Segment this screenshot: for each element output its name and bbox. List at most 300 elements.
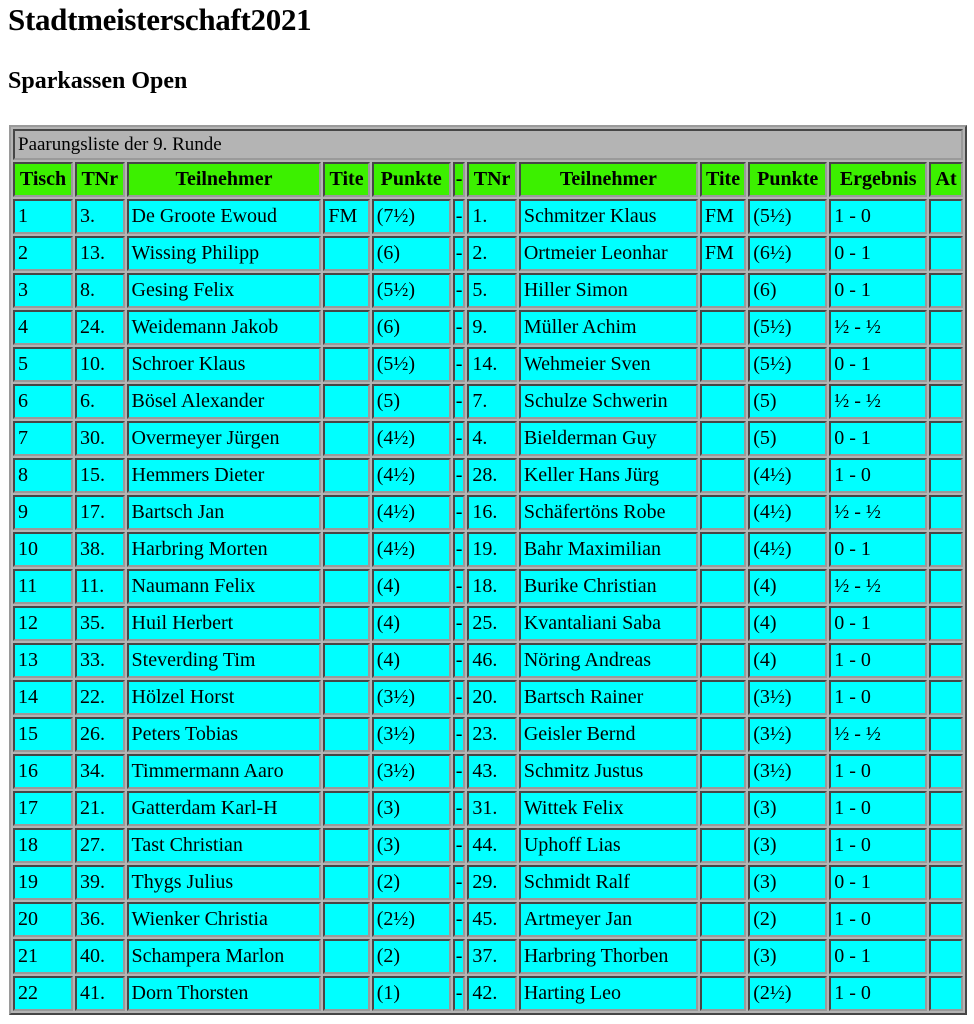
- points-black-cell: (4½): [748, 458, 827, 493]
- col-teilnehmer2-header: Teilnehmer: [519, 162, 698, 197]
- tnr-black-cell: 23.: [467, 717, 517, 752]
- result-cell: 0 - 1: [829, 865, 927, 900]
- tisch-cell: 22: [13, 976, 73, 1011]
- table-row: [13, 680, 963, 715]
- caption-row: [13, 129, 963, 160]
- points-white-cell: (4½): [372, 458, 451, 493]
- points-white-cell: (5½): [372, 347, 451, 382]
- player-white-cell: Hölzel Horst: [127, 680, 322, 715]
- player-white-cell: Overmeyer Jürgen: [127, 421, 322, 456]
- title-white-cell: [323, 569, 369, 604]
- tnr-cell: 26.: [75, 717, 125, 752]
- dash-cell: -: [453, 532, 466, 567]
- tisch-cell: 2: [13, 236, 73, 271]
- dash-cell: -: [453, 236, 466, 271]
- result-cell: ½ - ½: [829, 495, 927, 530]
- title-black-cell: [700, 939, 746, 974]
- at-cell: [929, 754, 963, 789]
- player-white-cell: Weidemann Jakob: [127, 310, 322, 345]
- table-row: [13, 495, 963, 530]
- at-cell: [929, 606, 963, 641]
- tnr-cell: 39.: [75, 865, 125, 900]
- result-cell: 0 - 1: [829, 939, 927, 974]
- points-black-cell: (3½): [748, 754, 827, 789]
- result-cell: 1 - 0: [829, 680, 927, 715]
- points-white-cell: (7½): [372, 199, 451, 234]
- dash-cell: -: [453, 828, 466, 863]
- player-white-cell: Hemmers Dieter: [127, 458, 322, 493]
- tisch-cell: 3: [13, 273, 73, 308]
- title-white-cell: [323, 236, 369, 271]
- tnr-cell: 17.: [75, 495, 125, 530]
- table-row: [13, 976, 963, 1011]
- title-white-cell: [323, 532, 369, 567]
- tisch-cell: 5: [13, 347, 73, 382]
- result-cell: 0 - 1: [829, 606, 927, 641]
- points-black-cell: (4): [748, 569, 827, 604]
- title-white-cell: [323, 902, 369, 937]
- player-black-cell: Geisler Bernd: [519, 717, 698, 752]
- player-black-cell: Bahr Maximilian: [519, 532, 698, 567]
- table-row: [13, 458, 963, 493]
- title-black-cell: [700, 569, 746, 604]
- points-white-cell: (1): [372, 976, 451, 1011]
- points-white-cell: (3½): [372, 754, 451, 789]
- title-black-cell: [700, 421, 746, 456]
- table-row: [13, 421, 963, 456]
- tnr-cell: 21.: [75, 791, 125, 826]
- tnr-black-cell: 28.: [467, 458, 517, 493]
- col-tisch-header: Tisch: [13, 162, 73, 197]
- col-dash-header: -: [453, 162, 466, 197]
- player-black-cell: Müller Achim: [519, 310, 698, 345]
- at-cell: [929, 199, 963, 234]
- at-cell: [929, 495, 963, 530]
- title-black-cell: [700, 458, 746, 493]
- result-cell: 1 - 0: [829, 902, 927, 937]
- player-black-cell: Schmitz Justus: [519, 754, 698, 789]
- title-black-cell: [700, 902, 746, 937]
- player-black-cell: Bielderman Guy: [519, 421, 698, 456]
- title-white-cell: [323, 606, 369, 641]
- player-white-cell: Peters Tobias: [127, 717, 322, 752]
- result-cell: 1 - 0: [829, 458, 927, 493]
- points-black-cell: (3): [748, 865, 827, 900]
- points-black-cell: (3½): [748, 717, 827, 752]
- points-black-cell: (3½): [748, 680, 827, 715]
- dash-cell: -: [453, 643, 466, 678]
- tnr-cell: 13.: [75, 236, 125, 271]
- title-black-cell: [700, 754, 746, 789]
- at-cell: [929, 310, 963, 345]
- player-white-cell: Thygs Julius: [127, 865, 322, 900]
- tnr-black-cell: 9.: [467, 310, 517, 345]
- tnr-cell: 36.: [75, 902, 125, 937]
- tnr-cell: 41.: [75, 976, 125, 1011]
- at-cell: [929, 421, 963, 456]
- tnr-black-cell: 16.: [467, 495, 517, 530]
- dash-cell: -: [453, 902, 466, 937]
- title-white-cell: [323, 310, 369, 345]
- tnr-black-cell: 4.: [467, 421, 517, 456]
- tnr-cell: 40.: [75, 939, 125, 974]
- tnr-black-cell: 46.: [467, 643, 517, 678]
- table-row: [13, 606, 963, 641]
- tnr-black-cell: 43.: [467, 754, 517, 789]
- player-black-cell: Uphoff Lias: [519, 828, 698, 863]
- result-cell: 0 - 1: [829, 421, 927, 456]
- tisch-cell: 21: [13, 939, 73, 974]
- table-row: [13, 754, 963, 789]
- tnr-cell: 11.: [75, 569, 125, 604]
- tisch-cell: 9: [13, 495, 73, 530]
- points-white-cell: (4½): [372, 421, 451, 456]
- player-black-cell: Keller Hans Jürg: [519, 458, 698, 493]
- points-white-cell: (5½): [372, 273, 451, 308]
- tisch-cell: 11: [13, 569, 73, 604]
- title-black-cell: [700, 384, 746, 419]
- col-at-header: At: [929, 162, 963, 197]
- title-white-cell: [323, 754, 369, 789]
- tnr-black-cell: 44.: [467, 828, 517, 863]
- result-cell: 0 - 1: [829, 273, 927, 308]
- player-white-cell: Bartsch Jan: [127, 495, 322, 530]
- table-row: [13, 199, 963, 234]
- title-white-cell: [323, 939, 369, 974]
- result-cell: 1 - 0: [829, 199, 927, 234]
- result-cell: 0 - 1: [829, 347, 927, 382]
- player-white-cell: Wienker Christia: [127, 902, 322, 937]
- dash-cell: -: [453, 458, 466, 493]
- at-cell: [929, 865, 963, 900]
- tnr-cell: 27.: [75, 828, 125, 863]
- points-white-cell: (2½): [372, 902, 451, 937]
- player-black-cell: Wittek Felix: [519, 791, 698, 826]
- player-white-cell: Bösel Alexander: [127, 384, 322, 419]
- tnr-black-cell: 29.: [467, 865, 517, 900]
- col-teilnehmer-header: Teilnehmer: [127, 162, 322, 197]
- tnr-black-cell: 31.: [467, 791, 517, 826]
- title-white-cell: [323, 976, 369, 1011]
- tisch-cell: 4: [13, 310, 73, 345]
- player-white-cell: Gatterdam Karl-H: [127, 791, 322, 826]
- title-white-cell: [323, 384, 369, 419]
- at-cell: [929, 791, 963, 826]
- at-cell: [929, 569, 963, 604]
- dash-cell: -: [453, 384, 466, 419]
- tnr-black-cell: 14.: [467, 347, 517, 382]
- tnr-cell: 10.: [75, 347, 125, 382]
- player-black-cell: Bartsch Rainer: [519, 680, 698, 715]
- table-caption: Paarungsliste der 9. Runde: [13, 129, 963, 160]
- title-white-cell: FM: [323, 199, 369, 234]
- title-black-cell: FM: [700, 236, 746, 271]
- result-cell: ½ - ½: [829, 384, 927, 419]
- points-white-cell: (4½): [372, 495, 451, 530]
- table-row: [13, 865, 963, 900]
- table-row: [13, 532, 963, 567]
- title-black-cell: [700, 791, 746, 826]
- points-white-cell: (3½): [372, 680, 451, 715]
- tnr-cell: 15.: [75, 458, 125, 493]
- dash-cell: -: [453, 976, 466, 1011]
- points-white-cell: (4½): [372, 532, 451, 567]
- col-titel2-header: Tite: [700, 162, 746, 197]
- title-black-cell: [700, 976, 746, 1011]
- title-black-cell: [700, 310, 746, 345]
- at-cell: [929, 680, 963, 715]
- tnr-black-cell: 42.: [467, 976, 517, 1011]
- table-row: [13, 236, 963, 271]
- tisch-cell: 6: [13, 384, 73, 419]
- tnr-black-cell: 19.: [467, 532, 517, 567]
- dash-cell: -: [453, 791, 466, 826]
- tisch-cell: 16: [13, 754, 73, 789]
- at-cell: [929, 384, 963, 419]
- title-white-cell: [323, 865, 369, 900]
- page-title: Stadtmeisterschaft2021: [8, 2, 312, 37]
- table-row: [13, 310, 963, 345]
- tisch-cell: 12: [13, 606, 73, 641]
- tnr-cell: 6.: [75, 384, 125, 419]
- col-tnr-header: TNr: [75, 162, 125, 197]
- points-white-cell: (4): [372, 606, 451, 641]
- points-black-cell: (6½): [748, 236, 827, 271]
- title-white-cell: [323, 828, 369, 863]
- dash-cell: -: [453, 273, 466, 308]
- player-black-cell: Nöring Andreas: [519, 643, 698, 678]
- col-titel-header: Tite: [323, 162, 369, 197]
- player-black-cell: Schulze Schwerin: [519, 384, 698, 419]
- dash-cell: -: [453, 310, 466, 345]
- tisch-cell: 1: [13, 199, 73, 234]
- tnr-cell: 35.: [75, 606, 125, 641]
- result-cell: 1 - 0: [829, 828, 927, 863]
- title-white-cell: [323, 495, 369, 530]
- title-black-cell: [700, 643, 746, 678]
- result-cell: 1 - 0: [829, 791, 927, 826]
- dash-cell: -: [453, 495, 466, 530]
- tnr-cell: 8.: [75, 273, 125, 308]
- at-cell: [929, 717, 963, 752]
- points-black-cell: (3): [748, 939, 827, 974]
- title-white-cell: [323, 347, 369, 382]
- player-black-cell: Burike Christian: [519, 569, 698, 604]
- table-row: [13, 643, 963, 678]
- tisch-cell: 14: [13, 680, 73, 715]
- points-black-cell: (3): [748, 791, 827, 826]
- tnr-cell: 33.: [75, 643, 125, 678]
- tisch-cell: 10: [13, 532, 73, 567]
- tnr-black-cell: 5.: [467, 273, 517, 308]
- player-white-cell: Timmermann Aaro: [127, 754, 322, 789]
- result-cell: 0 - 1: [829, 532, 927, 567]
- title-white-cell: [323, 680, 369, 715]
- points-black-cell: (4): [748, 643, 827, 678]
- player-black-cell: Schmidt Ralf: [519, 865, 698, 900]
- result-cell: ½ - ½: [829, 310, 927, 345]
- result-cell: 1 - 0: [829, 976, 927, 1011]
- at-cell: [929, 828, 963, 863]
- at-cell: [929, 939, 963, 974]
- table-row: [13, 347, 963, 382]
- points-black-cell: (4): [748, 606, 827, 641]
- player-black-cell: Hiller Simon: [519, 273, 698, 308]
- player-white-cell: Schroer Klaus: [127, 347, 322, 382]
- points-black-cell: (5): [748, 421, 827, 456]
- result-cell: ½ - ½: [829, 717, 927, 752]
- title-black-cell: [700, 717, 746, 752]
- points-white-cell: (3): [372, 791, 451, 826]
- title-black-cell: [700, 865, 746, 900]
- tisch-cell: 7: [13, 421, 73, 456]
- title-black-cell: [700, 347, 746, 382]
- player-white-cell: De Groote Ewoud: [127, 199, 322, 234]
- table-row: [13, 384, 963, 419]
- player-white-cell: Dorn Thorsten: [127, 976, 322, 1011]
- points-black-cell: (5½): [748, 347, 827, 382]
- at-cell: [929, 902, 963, 937]
- player-white-cell: Steverding Tim: [127, 643, 322, 678]
- player-black-cell: Harting Leo: [519, 976, 698, 1011]
- title-white-cell: [323, 717, 369, 752]
- result-cell: 1 - 0: [829, 643, 927, 678]
- player-white-cell: Harbring Morten: [127, 532, 322, 567]
- tisch-cell: 8: [13, 458, 73, 493]
- result-cell: ½ - ½: [829, 569, 927, 604]
- pairings-table: [9, 125, 967, 1015]
- dash-cell: -: [453, 606, 466, 641]
- title-black-cell: [700, 828, 746, 863]
- at-cell: [929, 643, 963, 678]
- tnr-black-cell: 25.: [467, 606, 517, 641]
- page-subtitle: Sparkassen Open: [8, 68, 188, 94]
- table-row: [13, 791, 963, 826]
- player-white-cell: Naumann Felix: [127, 569, 322, 604]
- tnr-cell: 24.: [75, 310, 125, 345]
- tnr-black-cell: 20.: [467, 680, 517, 715]
- points-black-cell: (5): [748, 384, 827, 419]
- dash-cell: -: [453, 199, 466, 234]
- points-black-cell: (5½): [748, 199, 827, 234]
- title-white-cell: [323, 791, 369, 826]
- points-white-cell: (4): [372, 643, 451, 678]
- tisch-cell: 15: [13, 717, 73, 752]
- at-cell: [929, 532, 963, 567]
- table-row: [13, 717, 963, 752]
- player-black-cell: Wehmeier Sven: [519, 347, 698, 382]
- points-black-cell: (6): [748, 273, 827, 308]
- player-black-cell: Schäfertöns Robe: [519, 495, 698, 530]
- header-row: [13, 162, 963, 197]
- tnr-black-cell: 37.: [467, 939, 517, 974]
- points-black-cell: (4½): [748, 532, 827, 567]
- result-cell: 1 - 0: [829, 754, 927, 789]
- table-body: [13, 199, 963, 1011]
- points-white-cell: (2): [372, 939, 451, 974]
- title-white-cell: [323, 421, 369, 456]
- points-white-cell: (3): [372, 828, 451, 863]
- tnr-black-cell: 1.: [467, 199, 517, 234]
- tnr-cell: 38.: [75, 532, 125, 567]
- player-black-cell: Harbring Thorben: [519, 939, 698, 974]
- dash-cell: -: [453, 680, 466, 715]
- player-black-cell: Artmeyer Jan: [519, 902, 698, 937]
- player-white-cell: Schampera Marlon: [127, 939, 322, 974]
- dash-cell: -: [453, 939, 466, 974]
- points-black-cell: (5½): [748, 310, 827, 345]
- player-white-cell: Wissing Philipp: [127, 236, 322, 271]
- points-white-cell: (5): [372, 384, 451, 419]
- dash-cell: -: [453, 865, 466, 900]
- title-black-cell: FM: [700, 199, 746, 234]
- player-black-cell: Kvantaliani Saba: [519, 606, 698, 641]
- tisch-cell: 18: [13, 828, 73, 863]
- col-ergebnis-header: Ergebnis: [829, 162, 927, 197]
- tnr-black-cell: 45.: [467, 902, 517, 937]
- tnr-cell: 3.: [75, 199, 125, 234]
- points-white-cell: (6): [372, 236, 451, 271]
- tisch-cell: 20: [13, 902, 73, 937]
- table-row: [13, 273, 963, 308]
- tnr-cell: 34.: [75, 754, 125, 789]
- dash-cell: -: [453, 754, 466, 789]
- dash-cell: -: [453, 717, 466, 752]
- title-white-cell: [323, 643, 369, 678]
- at-cell: [929, 236, 963, 271]
- table-row: [13, 569, 963, 604]
- points-white-cell: (2): [372, 865, 451, 900]
- at-cell: [929, 976, 963, 1011]
- title-black-cell: [700, 606, 746, 641]
- points-white-cell: (4): [372, 569, 451, 604]
- player-black-cell: Schmitzer Klaus: [519, 199, 698, 234]
- title-black-cell: [700, 495, 746, 530]
- title-white-cell: [323, 273, 369, 308]
- player-black-cell: Ortmeier Leonhar: [519, 236, 698, 271]
- player-white-cell: Huil Herbert: [127, 606, 322, 641]
- title-black-cell: [700, 532, 746, 567]
- points-black-cell: (2½): [748, 976, 827, 1011]
- tisch-cell: 13: [13, 643, 73, 678]
- dash-cell: -: [453, 569, 466, 604]
- player-white-cell: Tast Christian: [127, 828, 322, 863]
- col-punkte-header: Punkte: [372, 162, 451, 197]
- dash-cell: -: [453, 421, 466, 456]
- tnr-cell: 30.: [75, 421, 125, 456]
- at-cell: [929, 347, 963, 382]
- tnr-black-cell: 7.: [467, 384, 517, 419]
- title-black-cell: [700, 273, 746, 308]
- tnr-black-cell: 18.: [467, 569, 517, 604]
- tnr-cell: 22.: [75, 680, 125, 715]
- tisch-cell: 17: [13, 791, 73, 826]
- points-black-cell: (2): [748, 902, 827, 937]
- title-white-cell: [323, 458, 369, 493]
- points-black-cell: (4½): [748, 495, 827, 530]
- title-black-cell: [700, 680, 746, 715]
- tnr-black-cell: 2.: [467, 236, 517, 271]
- at-cell: [929, 273, 963, 308]
- table-row: [13, 902, 963, 937]
- player-white-cell: Gesing Felix: [127, 273, 322, 308]
- pairings-table-wrapper: [9, 125, 969, 1015]
- col-punkte2-header: Punkte: [748, 162, 827, 197]
- points-white-cell: (6): [372, 310, 451, 345]
- table-row: [13, 939, 963, 974]
- col-tnr2-header: TNr: [467, 162, 517, 197]
- result-cell: 0 - 1: [829, 236, 927, 271]
